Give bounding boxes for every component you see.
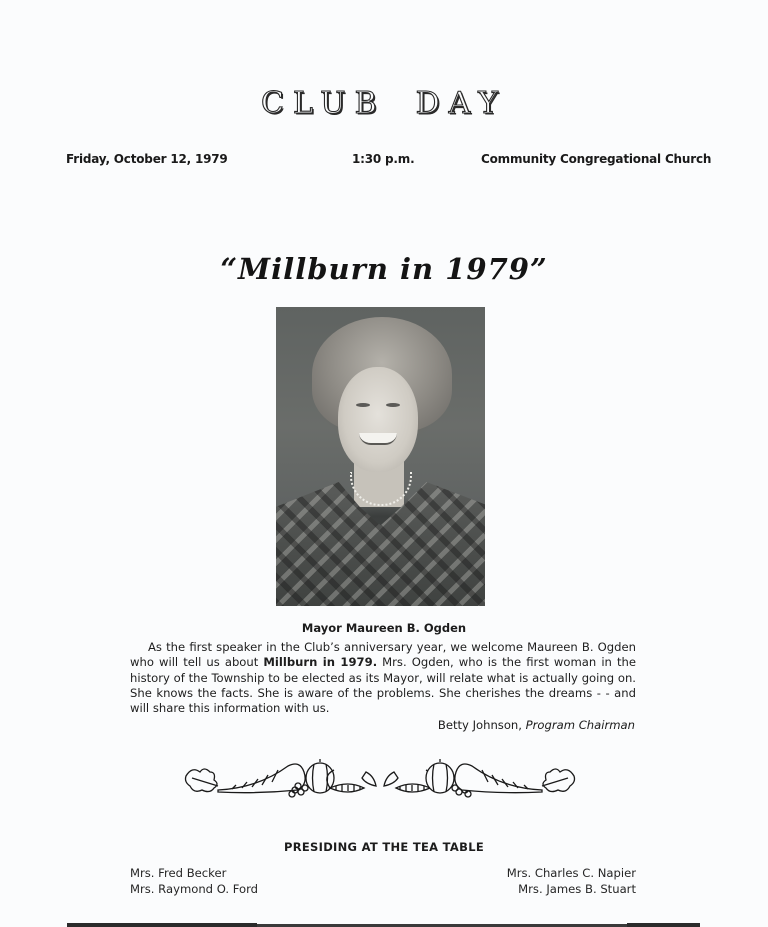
event-date: Friday, October 12, 1979 — [66, 152, 228, 166]
event-time: 1:30 p.m. — [352, 152, 415, 166]
portrait-face — [338, 367, 418, 472]
signature-title: Program Chairman — [525, 718, 635, 732]
intro-bold-topic: Millburn in 1979. — [263, 655, 378, 670]
hostess-name: Mrs. Charles C. Napier — [506, 866, 636, 880]
bottom-rule-right — [627, 923, 700, 927]
tea-table-hostesses-right — [507, 866, 636, 897]
portrait-smile — [359, 433, 397, 445]
title-word-club: CLUB — [261, 86, 386, 121]
program-title: “Millburn in 1979” — [220, 252, 548, 286]
hostess-name: Mrs. Raymond O. Ford — [130, 881, 259, 896]
bottom-rule-left — [67, 923, 257, 927]
intro-text-2: Mrs. Ogden, who is the first woman in the history of the Township to be elected as its Mayor, will relate what is actually going on. She knows the facts. She is aware of the problems. She cherishes the dreams - - and will share this information with us. — [130, 655, 636, 716]
hostess-name: Mrs. James B. Stuart — [518, 881, 636, 896]
speaker-portrait-photo — [276, 307, 485, 606]
signature-line — [130, 718, 635, 732]
title-word-day: DAY — [415, 86, 507, 121]
page-title — [0, 86, 768, 121]
tea-table-heading: PRESIDING AT THE TEA TABLE — [284, 840, 484, 854]
portrait-eye-left — [356, 403, 370, 407]
hostess-name: Mrs. Fred Becker — [130, 866, 227, 880]
event-location: Community Congregational Church — [481, 152, 712, 166]
cornucopia-ornament-icon — [180, 758, 580, 802]
speaker-introduction-paragraph — [130, 640, 636, 716]
portrait-eye-right — [386, 403, 400, 407]
signature-name: Betty Johnson, — [437, 718, 526, 732]
photo-caption: Mayor Maureen B. Ogden — [301, 621, 467, 635]
tea-table-hostesses-left — [130, 866, 258, 897]
intro-text-1: As the first speaker in the Club’s anniversary year, we welcome Maureen B. Ogden who will tell us about — [130, 640, 636, 670]
